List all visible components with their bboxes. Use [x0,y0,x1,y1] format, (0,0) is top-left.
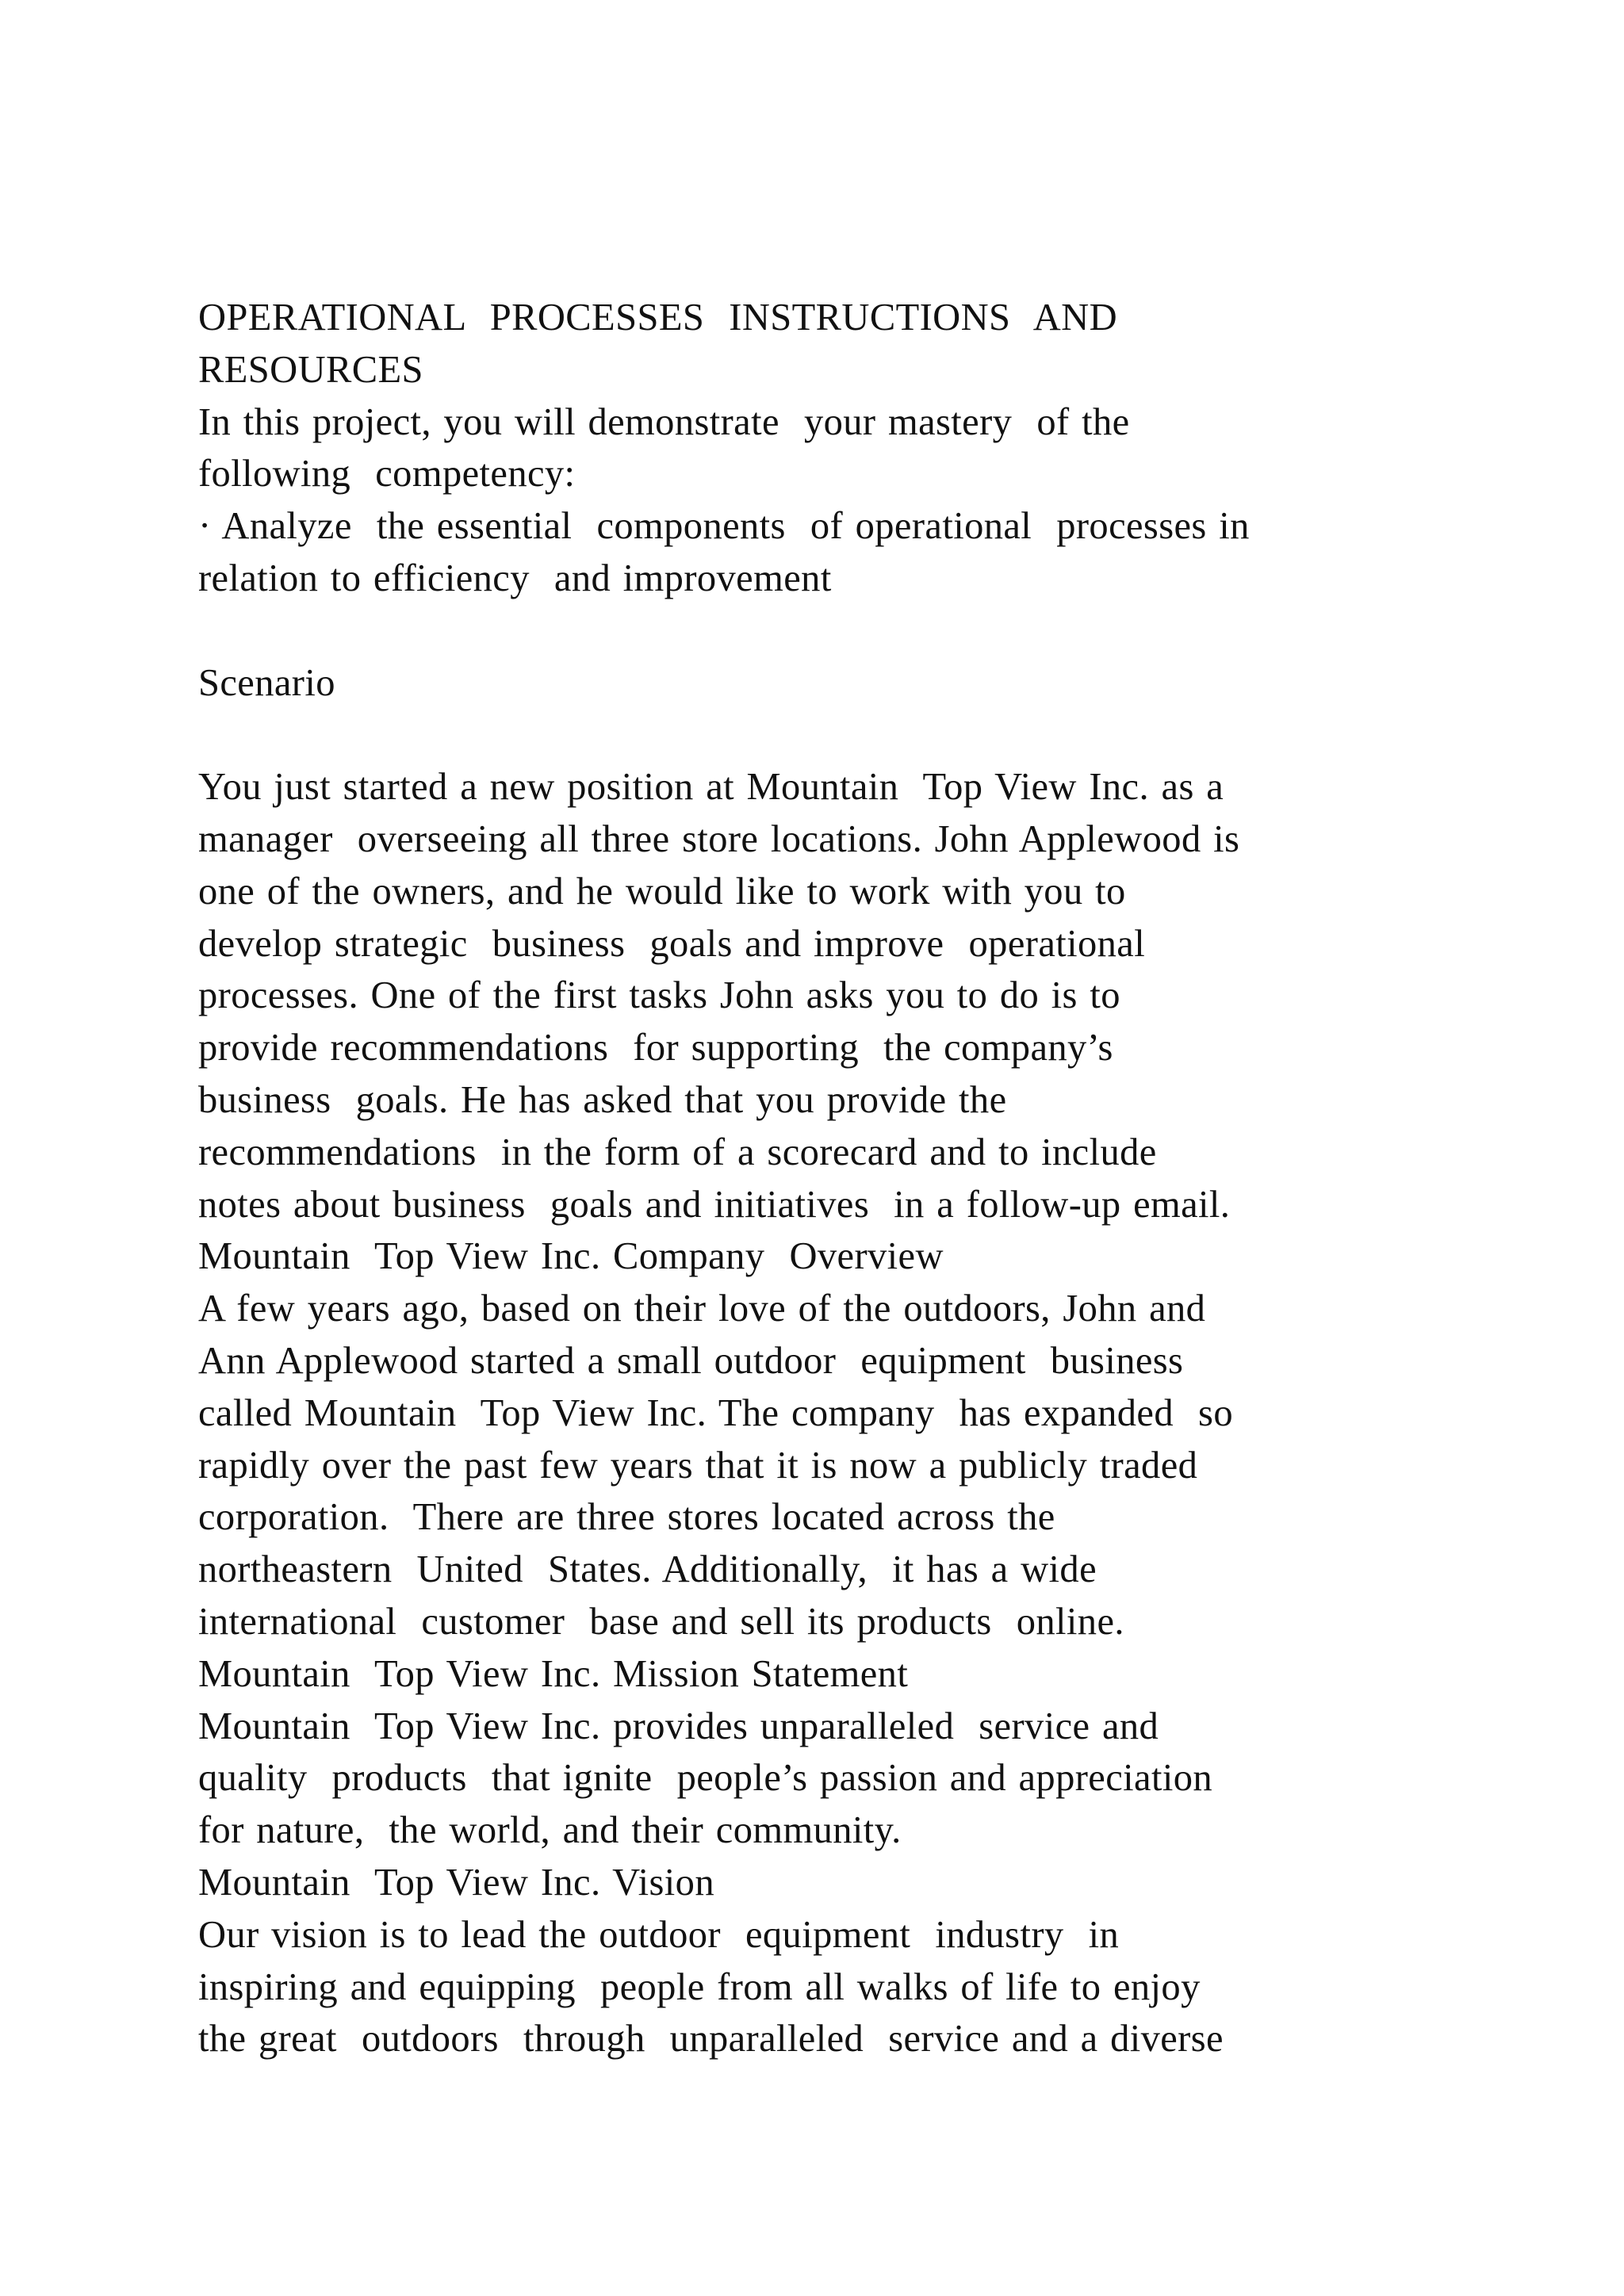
text-line: Our vision is to lead the outdoor equipment industry in [198,1913,1120,1956]
text-line: provide recommendations for supporting the company’s [198,1027,1113,1070]
section-heading-vision: Mountain Top View Inc. Vision [198,1861,714,1904]
text-line: inspiring and equipping people from all walks of life to enjoy [198,1965,1201,2008]
blank-line [198,605,1530,657]
text-line: northeastern United States. Additionally, it has a wide [198,1548,1097,1591]
text-line: Ann Applewood started a small outdoor equipment business [198,1339,1184,1382]
document-body [198,292,1530,2065]
title-line-1: OPERATIONAL PROCESSES INSTRUCTIONS AND [198,297,1118,339]
text-line: Mountain Top View Inc. provides unparalleled service and [198,1705,1159,1747]
text-line: notes about business goals and initiatives in a follow-up email. [198,1183,1231,1226]
text-line: for nature, the world, and their community. [198,1809,902,1852]
text-line: called Mountain Top View Inc. The company has expanded so [198,1391,1233,1434]
text-line: business goals. He has asked that you provide the [198,1078,1007,1121]
text-line: quality products that ignite people’s passion and appreciation [198,1757,1212,1800]
text-line: relation to efficiency and improvement [198,557,832,599]
text-line: corporation. There are three stores located across the [198,1496,1055,1539]
section-heading-scenario: Scenario [198,661,335,704]
text-line: following competency: [198,453,576,496]
text-line: A few years ago, based on their love of the outdoors, John and [198,1288,1206,1330]
text-line: processes. One of the first tasks John asks you to do is to [198,974,1120,1017]
section-heading-mission: Mountain Top View Inc. Mission Statement [198,1652,909,1695]
text-line: rapidly over the past few years that it is now a publicly traded [198,1444,1198,1487]
text-line: manager overseeing all three store locations. John Applewood is [198,817,1240,860]
text-line: develop strategic business goals and improve operational [198,922,1146,965]
blank-line [198,709,1530,761]
text-line: In this project, you will demonstrate your mastery of the [198,400,1130,443]
text-line: one of the owners, and he would like to work with you to [198,870,1126,913]
text-line: recommendations in the form of a scorecard and to include [198,1131,1157,1173]
text-line: You just started a new position at Mountain Top View Inc. as a [198,766,1224,809]
bullet-line: · Analyze the essential components of operational processes in [198,505,1250,548]
text-line: the great outdoors through unparalleled service and a diverse [198,2018,1224,2061]
text-line: international customer base and sell its products online. [198,1600,1124,1643]
section-heading-overview: Mountain Top View Inc. Company Overview [198,1235,944,1278]
title-line-2: RESOURCES [198,348,423,391]
